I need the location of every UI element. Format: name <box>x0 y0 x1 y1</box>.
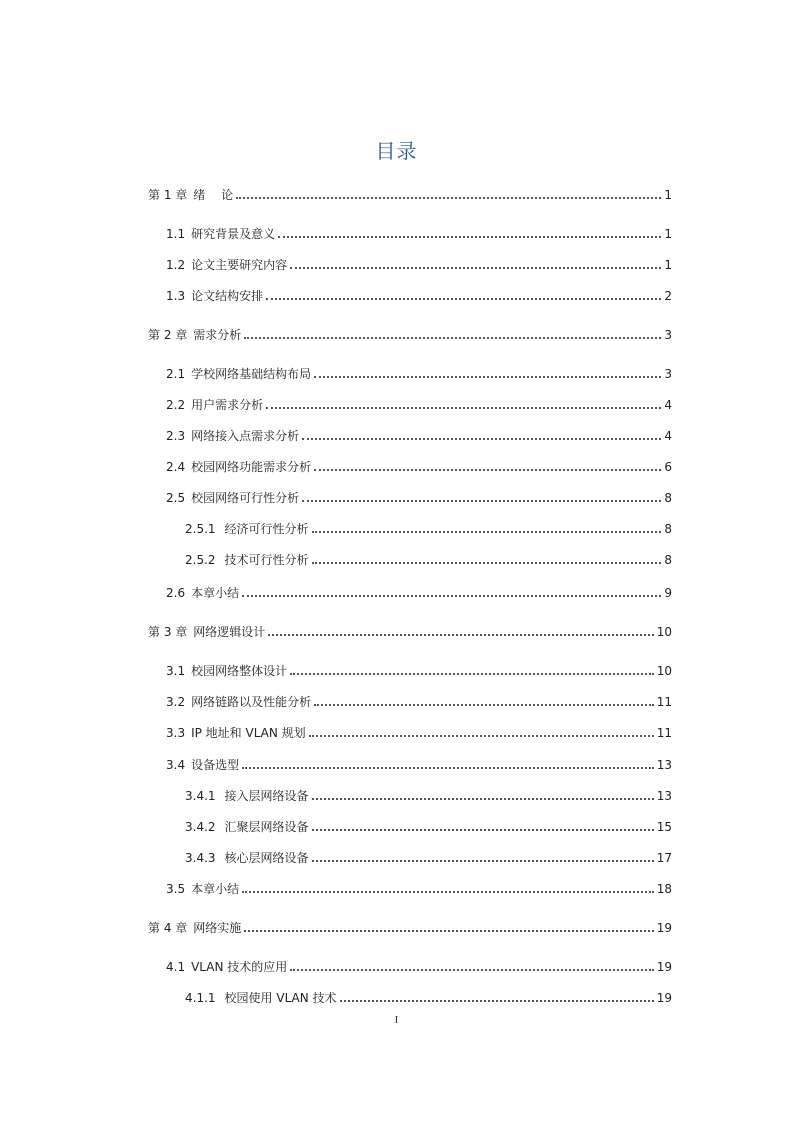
toc-entry-number: 第 4 章 <box>148 921 188 935</box>
toc-entry-label: 网络链路以及性能分析 <box>191 695 312 709</box>
toc-entry-label: 绪 论 <box>193 188 234 202</box>
toc-dot-leader <box>312 829 654 831</box>
toc-entry-page: 10 <box>656 625 672 639</box>
toc-entry-label: 网络实施 <box>193 921 242 935</box>
toc-dot-leader <box>242 891 654 893</box>
toc-entry-number: 3.1 <box>166 664 186 678</box>
toc-entry-number: 3.4.1 <box>185 789 216 803</box>
toc-entry-label: 网络逻辑设计 <box>193 625 266 639</box>
toc-entry-label: 设备选型 <box>191 758 240 772</box>
toc-entry-number: 3.3 <box>166 726 186 740</box>
toc-dot-leader <box>314 376 661 378</box>
toc-entry[interactable] <box>166 393 672 413</box>
toc-title: 目录 <box>375 139 418 163</box>
toc-entry-page: 3 <box>664 328 672 342</box>
toc-entry[interactable] <box>185 548 672 568</box>
toc-entry-number: 2.5.2 <box>185 553 216 567</box>
toc-entry[interactable] <box>166 253 672 273</box>
toc-entry[interactable] <box>185 784 672 804</box>
toc-dot-leader <box>309 735 654 737</box>
toc-entry-label: 论文结构安排 <box>191 289 264 303</box>
toc-dot-leader <box>312 860 654 862</box>
toc-entry-number: 3.4.3 <box>185 851 216 865</box>
toc-entry-label: IP 地址和 VLAN 规划 <box>191 726 306 740</box>
toc-entry[interactable] <box>166 877 672 897</box>
toc-dot-leader <box>314 469 661 471</box>
toc-dot-leader <box>290 969 653 971</box>
toc-entry-page: 3 <box>664 367 672 381</box>
toc-entry-page: 4 <box>664 429 672 443</box>
toc-entry-number: 1.2 <box>166 258 186 272</box>
toc-entry[interactable] <box>166 455 672 475</box>
toc-dot-leader <box>312 562 662 564</box>
toc-entry[interactable] <box>148 620 672 640</box>
toc-entry[interactable] <box>148 183 672 203</box>
toc-entry-number: 第 2 章 <box>148 328 188 342</box>
toc-entry-label: 汇聚层网络设备 <box>224 820 309 834</box>
toc-entry[interactable] <box>185 986 672 1006</box>
toc-entry-page: 1 <box>664 258 672 272</box>
toc-entry-number: 3.2 <box>166 695 186 709</box>
toc-entry-page: 8 <box>664 522 672 536</box>
toc-entry-page: 6 <box>664 460 672 474</box>
toc-entry-label: 网络接入点需求分析 <box>191 429 300 443</box>
toc-dot-leader <box>302 438 661 440</box>
toc-entry-page: 8 <box>664 553 672 567</box>
toc-entry-number: 2.3 <box>166 429 186 443</box>
toc-dot-leader <box>290 267 661 269</box>
toc-entry-label: 核心层网络设备 <box>224 851 309 865</box>
toc-entry[interactable] <box>166 721 672 741</box>
toc-entry-number: 3.4.2 <box>185 820 216 834</box>
toc-dot-leader <box>312 531 662 533</box>
toc-entry-label: 校园网络可行性分析 <box>191 491 300 505</box>
toc-entry-label: 本章小结 <box>191 882 240 896</box>
toc-entry-number: 2.6 <box>166 586 186 600</box>
toc-entry-number: 4.1 <box>166 960 186 974</box>
toc-entry-label: 用户需求分析 <box>191 398 264 412</box>
toc-entry-page: 8 <box>664 491 672 505</box>
toc-dot-leader <box>266 407 661 409</box>
toc-dot-leader <box>278 236 661 238</box>
toc-entry-page: 10 <box>656 664 672 678</box>
toc-entry-label: 接入层网络设备 <box>224 789 309 803</box>
toc-dot-leader <box>340 1000 654 1002</box>
toc-entry-page: 13 <box>656 758 672 772</box>
toc-dot-leader <box>242 767 654 769</box>
toc-entry-label: VLAN 技术的应用 <box>191 960 288 974</box>
toc-entry-number: 2.1 <box>166 367 186 381</box>
toc-entry[interactable] <box>148 916 672 936</box>
toc-entry-number: 第 3 章 <box>148 625 188 639</box>
toc-entry-number: 3.5 <box>166 882 186 896</box>
toc-entry-number: 2.4 <box>166 460 186 474</box>
toc-entry[interactable] <box>185 846 672 866</box>
toc-entry-page: 11 <box>656 726 672 740</box>
toc-entry-page: 1 <box>664 227 672 241</box>
toc-entry-page: 17 <box>656 851 672 865</box>
toc-dot-leader <box>266 298 661 300</box>
toc-entry[interactable] <box>166 955 672 975</box>
toc-dot-leader <box>236 197 661 199</box>
toc-entry-label: 本章小结 <box>191 586 240 600</box>
toc-entry[interactable] <box>148 323 672 343</box>
toc-entry[interactable] <box>166 581 672 601</box>
toc-entry-number: 第 1 章 <box>148 188 188 202</box>
toc-dot-leader <box>312 798 654 800</box>
toc-entry-number: 1.3 <box>166 289 186 303</box>
toc-entry-page: 2 <box>664 289 672 303</box>
footer-page-number: I <box>394 1014 399 1026</box>
toc-entry-page: 9 <box>664 586 672 600</box>
toc-dot-leader <box>244 337 661 339</box>
toc-entry[interactable] <box>166 753 672 773</box>
toc-entry-label: 学校网络基础结构布局 <box>191 367 312 381</box>
toc-entry[interactable] <box>185 517 672 537</box>
toc-entry[interactable] <box>166 424 672 444</box>
toc-entry-number: 1.1 <box>166 227 186 241</box>
toc-entry-page: 19 <box>656 991 672 1005</box>
toc-entry[interactable] <box>185 815 672 835</box>
toc-entry-page: 15 <box>656 820 672 834</box>
toc-entry-number: 2.5 <box>166 491 186 505</box>
toc-dot-leader <box>302 500 661 502</box>
toc-entry-page: 4 <box>664 398 672 412</box>
toc-entry[interactable] <box>166 659 672 679</box>
toc-entry-label: 需求分析 <box>193 328 242 342</box>
toc-dot-leader <box>290 673 654 675</box>
toc-entry-page: 1 <box>664 188 672 202</box>
toc-entry[interactable] <box>166 362 672 382</box>
toc-dot-leader <box>268 634 653 636</box>
toc-entry-page: 13 <box>656 789 672 803</box>
toc-entry-label: 技术可行性分析 <box>224 553 309 567</box>
toc-entry-label: 校园网络功能需求分析 <box>191 460 312 474</box>
toc-entry-label: 校园网络整体设计 <box>191 664 288 678</box>
toc-entry[interactable] <box>166 284 672 304</box>
toc-entry-page: 11 <box>656 695 672 709</box>
toc-entry-number: 2.5.1 <box>185 522 216 536</box>
toc-entry-number: 4.1.1 <box>185 991 216 1005</box>
toc-entry-page: 18 <box>656 882 672 896</box>
toc-entry-page: 19 <box>656 960 672 974</box>
toc-entry-label: 经济可行性分析 <box>224 522 309 536</box>
toc-entry[interactable] <box>166 222 672 242</box>
toc-entry[interactable] <box>166 486 672 506</box>
toc-entry-page: 19 <box>656 921 672 935</box>
toc-entry-label: 校园使用 VLAN 技术 <box>224 991 337 1005</box>
toc-entry-number: 3.4 <box>166 758 186 772</box>
toc-entry-label: 论文主要研究内容 <box>191 258 288 272</box>
toc-entry-number: 2.2 <box>166 398 186 412</box>
toc-dot-leader <box>242 595 661 597</box>
toc-entry[interactable] <box>166 690 672 710</box>
toc-dot-leader <box>314 704 654 706</box>
toc-dot-leader <box>244 930 653 932</box>
toc-entry-label: 研究背景及意义 <box>191 227 276 241</box>
